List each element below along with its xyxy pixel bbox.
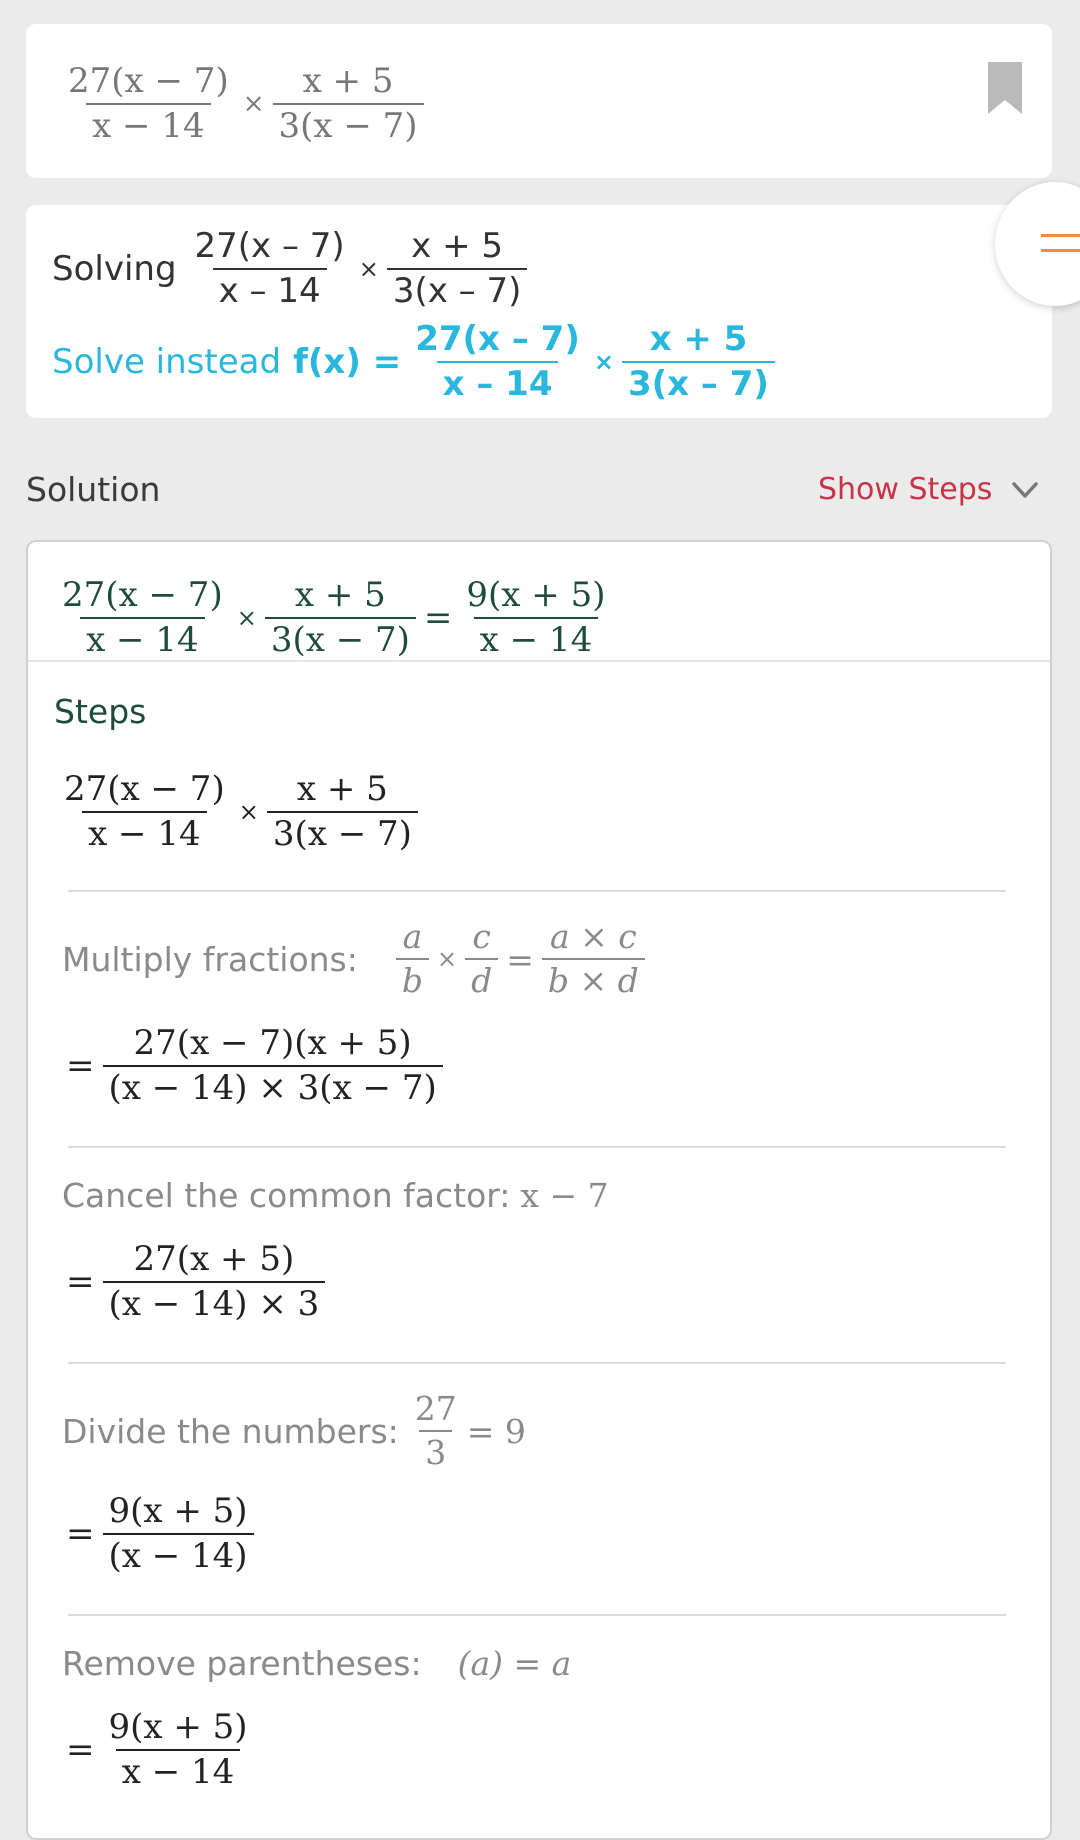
input-fraction-2 bbox=[273, 61, 424, 146]
solving-label: Solving bbox=[52, 249, 177, 290]
solving-fraction-1 bbox=[189, 226, 351, 311]
input-times: × bbox=[242, 89, 265, 120]
solving-row bbox=[52, 226, 531, 311]
instead-f2-denominator: 3(x – 7) bbox=[622, 361, 775, 403]
step-4-result bbox=[62, 1707, 258, 1792]
step-1-hint-text: Multiply fractions: bbox=[62, 939, 358, 979]
instead-times: × bbox=[593, 348, 614, 377]
step-divider bbox=[68, 1146, 1006, 1148]
step-divider bbox=[68, 1614, 1006, 1616]
step-1-denominator: (x − 14) × 3(x − 7) bbox=[103, 1065, 443, 1107]
solution-label: Solution bbox=[26, 470, 161, 509]
solve-instead-fx: f(x) = bbox=[293, 342, 402, 383]
steps-start-expression bbox=[54, 769, 422, 854]
show-steps-label: Show Steps bbox=[818, 472, 993, 507]
result-answer-numerator: 9(x + 5) bbox=[466, 575, 606, 615]
step-2-hint bbox=[62, 1176, 609, 1215]
step-3-division bbox=[409, 1389, 463, 1472]
result-answer bbox=[460, 575, 611, 660]
step-2-factor: x − 7 bbox=[520, 1176, 609, 1215]
solving-f1-numerator: 27(x – 7) bbox=[194, 226, 345, 266]
solve-instead-link[interactable] bbox=[52, 319, 779, 404]
rule-d: d bbox=[465, 958, 498, 999]
bookmark-icon[interactable] bbox=[988, 62, 1022, 114]
start-f1-numerator: 27(x − 7) bbox=[64, 769, 225, 809]
start-f1-denominator: x − 14 bbox=[82, 811, 207, 853]
step-3-hint bbox=[62, 1389, 526, 1472]
step-3-num: 27 bbox=[414, 1389, 457, 1428]
start-f2-numerator: x + 5 bbox=[296, 769, 388, 809]
step-3-den: 3 bbox=[419, 1430, 452, 1471]
rule-b: b bbox=[396, 958, 429, 999]
rule-equals: = bbox=[506, 939, 534, 979]
step-3-numerator: 9(x + 5) bbox=[108, 1491, 248, 1531]
chevron-down-icon bbox=[1010, 475, 1040, 505]
rule-times: × bbox=[437, 945, 458, 974]
step-4-denominator: x − 14 bbox=[116, 1749, 241, 1791]
input-fraction-1 bbox=[62, 61, 235, 146]
input-f2-numerator: x + 5 bbox=[302, 61, 394, 101]
step-4-hint bbox=[62, 1644, 571, 1683]
input-f2-denominator: 3(x − 7) bbox=[273, 103, 424, 145]
result-f1-numerator: 27(x − 7) bbox=[62, 575, 223, 615]
step-4-equals: = bbox=[66, 1730, 95, 1771]
step-3-denominator: (x − 14) bbox=[103, 1533, 254, 1575]
step-1-hint bbox=[62, 917, 649, 1000]
solving-fraction-2 bbox=[387, 226, 528, 311]
instead-fraction-2 bbox=[622, 319, 775, 404]
input-f1-numerator: 27(x − 7) bbox=[68, 61, 229, 101]
input-card[interactable] bbox=[26, 24, 1052, 178]
input-expression[interactable] bbox=[58, 61, 428, 146]
instead-f1-numerator: 27(x – 7) bbox=[415, 319, 580, 359]
result-divider bbox=[28, 660, 1050, 662]
solve-instead-label: Solve instead bbox=[52, 342, 282, 383]
step-3-equals-value: = 9 bbox=[466, 1411, 526, 1451]
rule-c: c bbox=[472, 917, 491, 956]
rule-fraction-cd bbox=[465, 917, 498, 1000]
start-f2-denominator: 3(x − 7) bbox=[267, 811, 418, 853]
input-f1-denominator: x − 14 bbox=[86, 103, 211, 145]
step-1-fraction bbox=[103, 1023, 443, 1108]
step-4-hint-text: Remove parentheses: bbox=[62, 1644, 422, 1683]
result-equals: = bbox=[423, 598, 453, 639]
instead-fraction-1 bbox=[409, 319, 586, 404]
result-answer-denominator: x − 14 bbox=[474, 617, 599, 659]
step-1-equals: = bbox=[66, 1046, 95, 1087]
result-fraction-2 bbox=[265, 575, 416, 660]
result-expression bbox=[52, 575, 615, 660]
step-1-result bbox=[62, 1023, 447, 1108]
step-4-numerator: 9(x + 5) bbox=[108, 1707, 248, 1747]
step-3-hint-text: Divide the numbers: bbox=[62, 1411, 399, 1451]
step-1-numerator: 27(x − 7)(x + 5) bbox=[133, 1023, 412, 1063]
rule-fraction-ab bbox=[396, 917, 429, 1000]
start-fraction-1 bbox=[58, 769, 231, 854]
solving-times: × bbox=[358, 255, 379, 284]
step-3-fraction bbox=[103, 1491, 254, 1576]
rule-fraction-result bbox=[542, 917, 645, 1000]
step-2-result bbox=[62, 1239, 329, 1324]
result-fraction-1 bbox=[56, 575, 229, 660]
solving-f2-numerator: x + 5 bbox=[411, 226, 503, 266]
steps-title: Steps bbox=[54, 692, 147, 731]
show-steps-button[interactable] bbox=[818, 472, 1040, 507]
rule-result-numerator: a × c bbox=[549, 917, 637, 956]
start-fraction-2 bbox=[267, 769, 418, 854]
solving-f1-denominator: x – 14 bbox=[213, 268, 327, 310]
rule-result-denominator: b × d bbox=[542, 958, 645, 999]
step-2-equals: = bbox=[66, 1262, 95, 1303]
result-f2-denominator: 3(x − 7) bbox=[265, 617, 416, 659]
step-2-fraction bbox=[103, 1239, 326, 1324]
step-1-rule bbox=[392, 917, 649, 1000]
step-4-fraction bbox=[103, 1707, 254, 1792]
step-divider bbox=[68, 890, 1006, 892]
rule-a: a bbox=[402, 917, 423, 956]
step-3-equals: = bbox=[66, 1514, 95, 1555]
start-times: × bbox=[238, 798, 259, 827]
step-divider bbox=[68, 1362, 1006, 1364]
instead-f1-denominator: x – 14 bbox=[437, 361, 559, 403]
step-2-numerator: 27(x + 5) bbox=[133, 1239, 295, 1279]
result-times: × bbox=[236, 604, 257, 633]
result-f1-denominator: x − 14 bbox=[80, 617, 205, 659]
solving-card bbox=[26, 205, 1052, 418]
solving-f2-denominator: 3(x – 7) bbox=[387, 268, 528, 310]
step-2-denominator: (x − 14) × 3 bbox=[103, 1281, 326, 1323]
step-3-result bbox=[62, 1491, 258, 1576]
result-f2-numerator: x + 5 bbox=[294, 575, 386, 615]
instead-f2-numerator: x + 5 bbox=[649, 319, 748, 359]
step-4-rule: (a) = a bbox=[457, 1644, 572, 1683]
solution-card bbox=[26, 540, 1052, 1840]
step-2-hint-text: Cancel the common factor: bbox=[62, 1176, 511, 1215]
